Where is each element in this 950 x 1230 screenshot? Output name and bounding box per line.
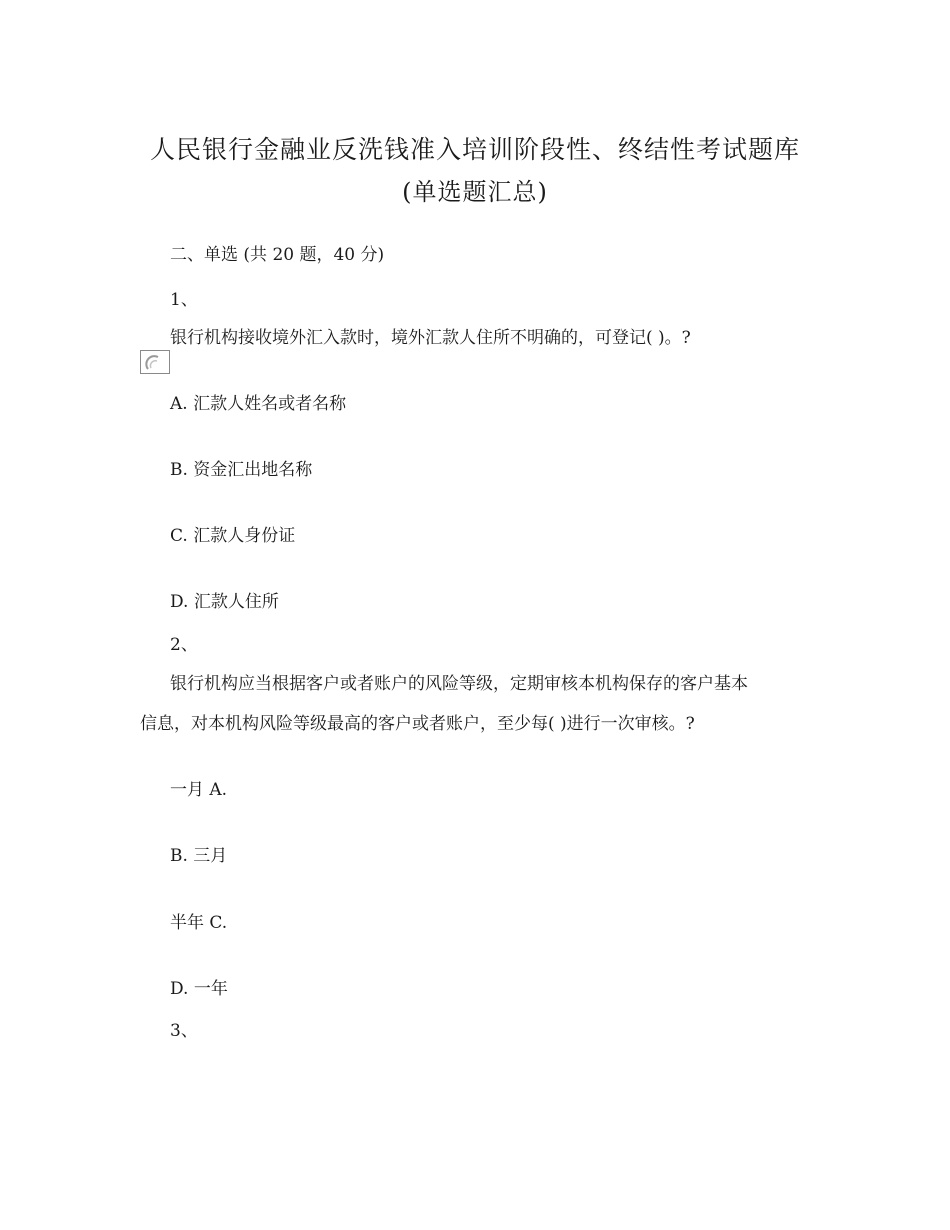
section-header: 二、单选 (共 20 题，40 分): [170, 245, 385, 265]
question-stem-line2: 信息，对本机构风险等级最高的客户或者账户，至少每( )进行一次审核。?: [140, 714, 695, 734]
option-d: D. 汇款人住所: [170, 592, 279, 612]
question-number: 2、: [170, 635, 198, 655]
option-d: D. 一年: [170, 979, 228, 999]
document-title: 人民银行金融业反洗钱准入培训阶段性、终结性考试题库: [149, 135, 800, 164]
option-b: B. 三月: [170, 846, 228, 866]
option-a: A. 汇款人姓名或者名称: [170, 394, 347, 414]
question-stem-line1: 银行机构应当根据客户或者账户的风险等级，定期审核本机构保存的客户基本: [170, 674, 748, 694]
image-placeholder: [140, 350, 170, 374]
option-b: B. 资金汇出地名称: [170, 460, 313, 480]
loading-spinner-icon: [144, 353, 166, 373]
question-stem: 银行机构接收境外汇入款时，境外汇款人住所不明确的，可登记( )。?: [170, 328, 691, 348]
question-number: 3、: [170, 1021, 198, 1041]
question-number: 1、: [170, 290, 198, 310]
document-subtitle: (单选题汇总): [402, 178, 548, 206]
option-c: 半年 C.: [170, 913, 228, 933]
option-a: 一月 A.: [170, 780, 228, 800]
option-c: C. 汇款人身份证: [170, 526, 296, 546]
